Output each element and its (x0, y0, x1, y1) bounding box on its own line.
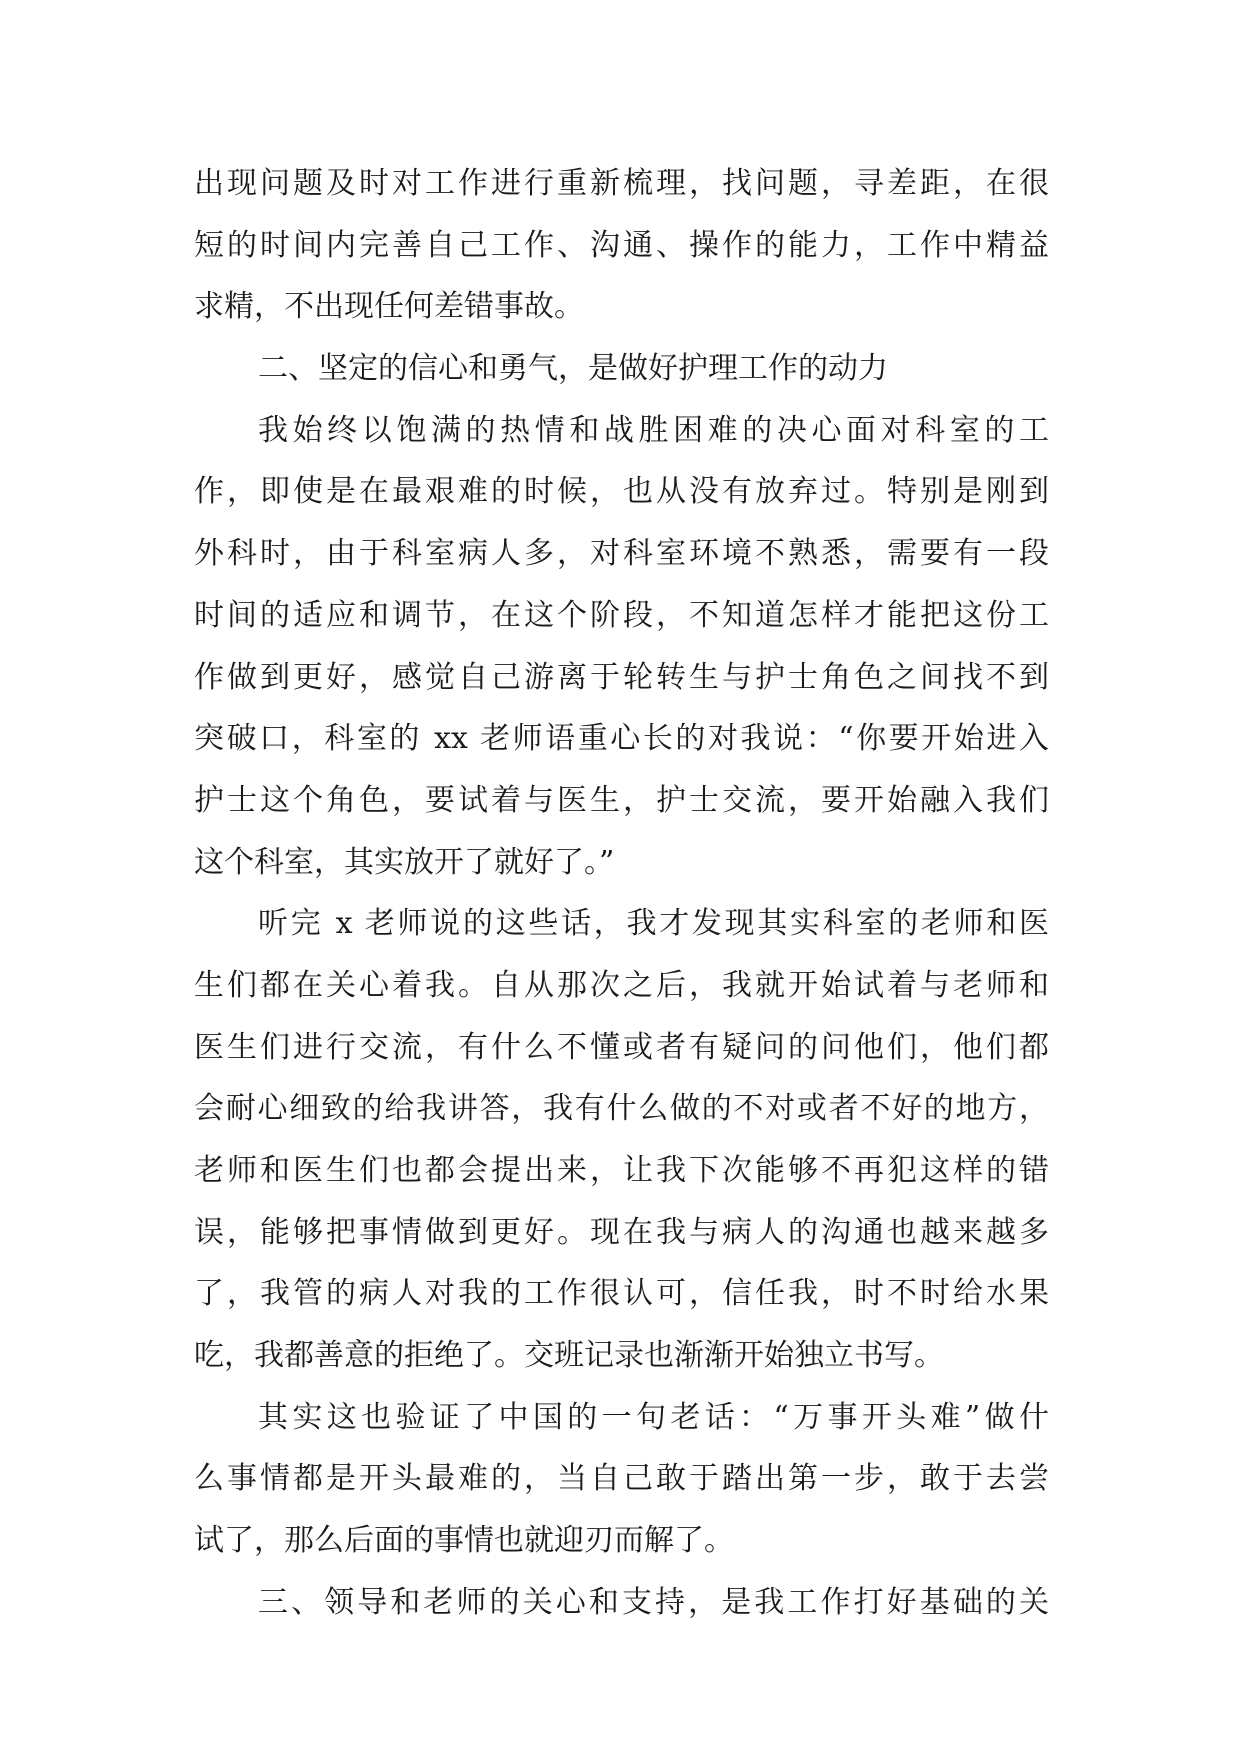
text-line: 试了，那么后面的事情也就迎刃而解了。 (194, 1523, 734, 1559)
document-body (194, 158, 1049, 1639)
text-line: 作做到更好，感觉自己游离于轮转生与护士角色之间找不到 (194, 659, 1049, 695)
text-line: 护士这个角色，要试着与医生，护士交流，要开始融入我们 (194, 782, 1049, 818)
text-line: 其实这也验证了中国的一句老话：“万事开头难”做什 (258, 1399, 1049, 1435)
text-line: 外科时，由于科室病人多，对科室环境不熟悉，需要有一段 (194, 536, 1049, 572)
text-line: 这个科室，其实放开了就好了。” (194, 844, 615, 880)
text-line: 作，即使是在最艰难的时候，也从没有放弃过。特别是刚到 (194, 474, 1049, 510)
text-line: 了，我管的病人对我的工作很认可，信任我，时不时给水果 (194, 1276, 1049, 1312)
text-line: 会耐心细致的给我讲答，我有什么做的不对或者不好的地方， (194, 1091, 1049, 1127)
text-line: 听完 x 老师说的这些话，我才发现其实科室的老师和医 (258, 906, 1049, 942)
text-line: 老师和医生们也都会提出来，让我下次能够不再犯这样的错 (194, 1153, 1049, 1188)
text-line: 吃，我都善意的拒绝了。交班记录也渐渐开始独立书写。 (194, 1338, 944, 1374)
text-line: 时间的适应和调节，在这个阶段，不知道怎样才能把这份工 (194, 597, 1049, 633)
text-line: 短的时间内完善自己工作、沟通、操作的能力，工作中精益 (194, 227, 1049, 263)
text-line: 误，能够把事情做到更好。现在我与病人的沟通也越来越多 (194, 1214, 1049, 1250)
text-line: 生们都在关心着我。自从那次之后，我就开始试着与老师和 (194, 967, 1049, 1003)
text-line: 医生们进行交流，有什么不懂或者有疑问的问他们，他们都 (194, 1029, 1049, 1065)
text-line: 么事情都是开头最难的，当自己敢于踏出第一步，敢于去尝 (194, 1461, 1049, 1497)
section-heading-3: 三、领导和老师的关心和支持，是我工作打好基础的关 (258, 1584, 1049, 1620)
section-heading-2: 二、坚定的信心和勇气，是做好护理工作的动力 (258, 351, 888, 387)
text-line: 出现问题及时对工作进行重新梳理，找问题，寻差距，在很 (194, 166, 1049, 201)
text-line: 突破口，科室的 xx 老师语重心长的对我说：“你要开始进入 (194, 721, 1049, 757)
text-line: 求精，不出现任何差错事故。 (194, 289, 584, 325)
text-line: 我始终以饱满的热情和战胜困难的决心面对科室的工 (258, 412, 1049, 448)
